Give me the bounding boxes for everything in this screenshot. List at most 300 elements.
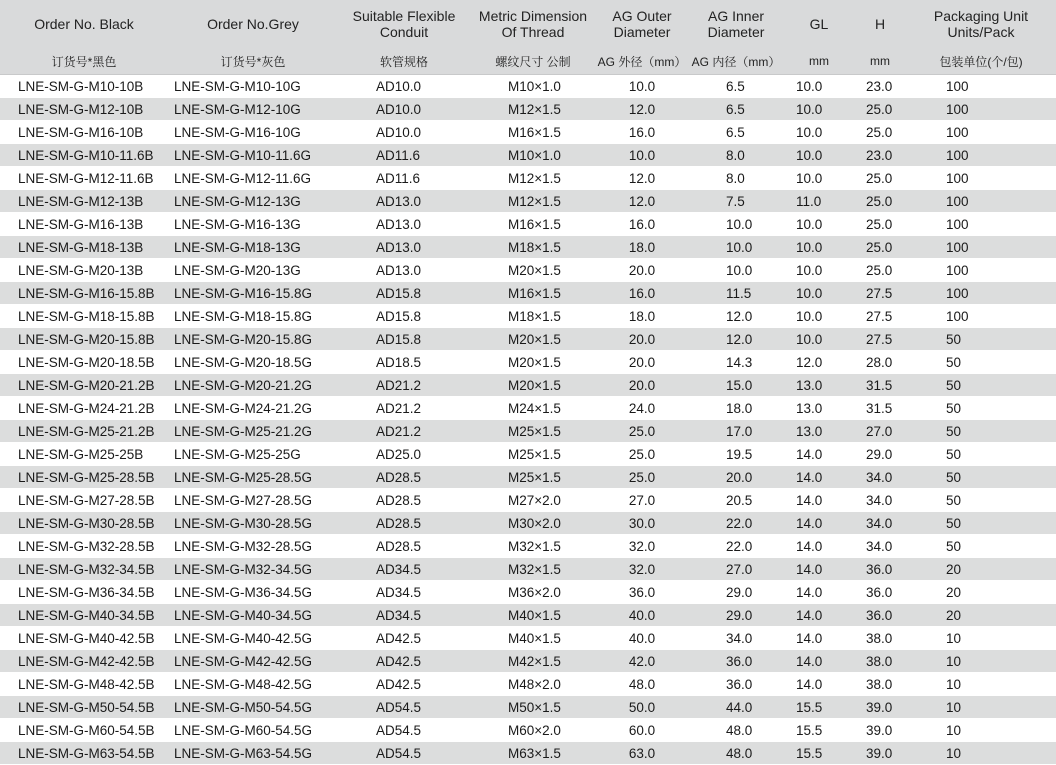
- header-cn-thread: 螺纹尺寸 公制: [470, 48, 596, 75]
- order-black-cell: LNE-SM-G-M36-34.5B: [0, 581, 168, 604]
- thread-cell: M40×1.5: [470, 604, 596, 627]
- outer-diameter-cell: 63.0: [596, 742, 688, 765]
- gl-cell: 14.0: [784, 673, 854, 696]
- h-cell: 34.0: [854, 535, 906, 558]
- table-row: [0, 512, 1056, 535]
- order-grey-cell: LNE-SM-G-M10-10G: [168, 75, 338, 98]
- table-row: [0, 443, 1056, 466]
- outer-diameter-cell: 16.0: [596, 213, 688, 236]
- packaging-cell: 100: [906, 282, 1056, 305]
- order-grey-cell: LNE-SM-G-M20-15.8G: [168, 328, 338, 351]
- conduit-cell: AD15.8: [338, 328, 470, 351]
- h-cell: 34.0: [854, 489, 906, 512]
- conduit-cell: AD54.5: [338, 719, 470, 742]
- table-row: [0, 282, 1056, 305]
- thread-cell: M10×1.0: [470, 75, 596, 98]
- thread-cell: M25×1.5: [470, 443, 596, 466]
- gl-cell: 10.0: [784, 121, 854, 144]
- h-cell: 36.0: [854, 604, 906, 627]
- table-row: [0, 719, 1056, 742]
- h-cell: 25.0: [854, 190, 906, 213]
- order-grey-cell: LNE-SM-G-M18-13G: [168, 236, 338, 259]
- thread-cell: M32×1.5: [470, 558, 596, 581]
- inner-diameter-cell: 48.0: [688, 742, 784, 765]
- h-cell: 39.0: [854, 696, 906, 719]
- header-cn-order-grey: 订货号*灰色: [168, 48, 338, 75]
- gl-cell: 10.0: [784, 144, 854, 167]
- gl-cell: 14.0: [784, 489, 854, 512]
- outer-diameter-cell: 32.0: [596, 558, 688, 581]
- h-cell: 25.0: [854, 121, 906, 144]
- order-black-cell: LNE-SM-G-M10-10B: [0, 75, 168, 98]
- thread-cell: M25×1.5: [470, 466, 596, 489]
- header-cn-outer-diameter: AG 外径（mm）: [596, 48, 688, 75]
- order-grey-cell: LNE-SM-G-M32-28.5G: [168, 535, 338, 558]
- gl-cell: 13.0: [784, 397, 854, 420]
- header-inner-diameter: AG Inner Diameter: [688, 0, 784, 48]
- h-cell: 28.0: [854, 351, 906, 374]
- packaging-cell: 20: [906, 558, 1056, 581]
- h-cell: 23.0: [854, 144, 906, 167]
- packaging-cell: 10: [906, 742, 1056, 765]
- gl-cell: 10.0: [784, 213, 854, 236]
- packaging-cell: 10: [906, 696, 1056, 719]
- outer-diameter-cell: 16.0: [596, 282, 688, 305]
- table-row: [0, 581, 1056, 604]
- table-row: [0, 489, 1056, 512]
- packaging-cell: 10: [906, 673, 1056, 696]
- conduit-cell: AD21.2: [338, 420, 470, 443]
- table-row: [0, 742, 1056, 765]
- table-row: [0, 259, 1056, 282]
- header-gl: GL: [784, 0, 854, 48]
- conduit-cell: AD10.0: [338, 75, 470, 98]
- h-cell: 31.5: [854, 374, 906, 397]
- order-black-cell: LNE-SM-G-M30-28.5B: [0, 512, 168, 535]
- order-black-cell: LNE-SM-G-M27-28.5B: [0, 489, 168, 512]
- gl-cell: 10.0: [784, 259, 854, 282]
- outer-diameter-cell: 18.0: [596, 236, 688, 259]
- packaging-cell: 100: [906, 167, 1056, 190]
- conduit-cell: AD21.2: [338, 397, 470, 420]
- order-black-cell: LNE-SM-G-M24-21.2B: [0, 397, 168, 420]
- order-black-cell: LNE-SM-G-M40-34.5B: [0, 604, 168, 627]
- order-black-cell: LNE-SM-G-M10-11.6B: [0, 144, 168, 167]
- outer-diameter-cell: 40.0: [596, 627, 688, 650]
- conduit-cell: AD10.0: [338, 121, 470, 144]
- outer-diameter-cell: 10.0: [596, 144, 688, 167]
- inner-diameter-cell: 8.0: [688, 167, 784, 190]
- order-black-cell: LNE-SM-G-M32-34.5B: [0, 558, 168, 581]
- outer-diameter-cell: 30.0: [596, 512, 688, 535]
- inner-diameter-cell: 36.0: [688, 673, 784, 696]
- gl-cell: 13.0: [784, 420, 854, 443]
- outer-diameter-cell: 20.0: [596, 259, 688, 282]
- packaging-cell: 10: [906, 650, 1056, 673]
- gl-cell: 14.0: [784, 627, 854, 650]
- table-row: [0, 650, 1056, 673]
- table-row: [0, 397, 1056, 420]
- header-row-chinese: [0, 48, 1056, 75]
- outer-diameter-cell: 42.0: [596, 650, 688, 673]
- gl-cell: 14.0: [784, 650, 854, 673]
- outer-diameter-cell: 40.0: [596, 604, 688, 627]
- conduit-cell: AD34.5: [338, 581, 470, 604]
- h-cell: 36.0: [854, 558, 906, 581]
- order-grey-cell: LNE-SM-G-M50-54.5G: [168, 696, 338, 719]
- inner-diameter-cell: 6.5: [688, 75, 784, 98]
- order-black-cell: LNE-SM-G-M16-15.8B: [0, 282, 168, 305]
- outer-diameter-cell: 12.0: [596, 190, 688, 213]
- packaging-cell: 50: [906, 420, 1056, 443]
- table-row: [0, 696, 1056, 719]
- outer-diameter-cell: 20.0: [596, 351, 688, 374]
- conduit-cell: AD21.2: [338, 374, 470, 397]
- inner-diameter-cell: 11.5: [688, 282, 784, 305]
- gl-cell: 10.0: [784, 75, 854, 98]
- gl-cell: 15.5: [784, 742, 854, 765]
- outer-diameter-cell: 60.0: [596, 719, 688, 742]
- inner-diameter-cell: 44.0: [688, 696, 784, 719]
- inner-diameter-cell: 7.5: [688, 190, 784, 213]
- outer-diameter-cell: 24.0: [596, 397, 688, 420]
- outer-diameter-cell: 18.0: [596, 305, 688, 328]
- order-black-cell: LNE-SM-G-M50-54.5B: [0, 696, 168, 719]
- packaging-cell: 100: [906, 190, 1056, 213]
- h-cell: 25.0: [854, 259, 906, 282]
- order-grey-cell: LNE-SM-G-M40-34.5G: [168, 604, 338, 627]
- conduit-cell: AD13.0: [338, 190, 470, 213]
- order-black-cell: LNE-SM-G-M12-11.6B: [0, 167, 168, 190]
- h-cell: 27.5: [854, 282, 906, 305]
- outer-diameter-cell: 20.0: [596, 328, 688, 351]
- thread-cell: M12×1.5: [470, 167, 596, 190]
- packaging-cell: 100: [906, 98, 1056, 121]
- thread-cell: M16×1.5: [470, 121, 596, 144]
- header-packaging: Packaging Unit Units/Pack: [906, 0, 1056, 48]
- table-row: [0, 351, 1056, 374]
- packaging-cell: 100: [906, 236, 1056, 259]
- packaging-cell: 100: [906, 305, 1056, 328]
- order-black-cell: LNE-SM-G-M40-42.5B: [0, 627, 168, 650]
- thread-cell: M32×1.5: [470, 535, 596, 558]
- table-row: [0, 305, 1056, 328]
- order-grey-cell: LNE-SM-G-M12-10G: [168, 98, 338, 121]
- conduit-cell: AD42.5: [338, 673, 470, 696]
- order-black-cell: LNE-SM-G-M20-21.2B: [0, 374, 168, 397]
- outer-diameter-cell: 20.0: [596, 374, 688, 397]
- packaging-cell: 10: [906, 719, 1056, 742]
- order-grey-cell: LNE-SM-G-M12-13G: [168, 190, 338, 213]
- inner-diameter-cell: 20.0: [688, 466, 784, 489]
- order-black-cell: LNE-SM-G-M60-54.5B: [0, 719, 168, 742]
- gl-cell: 13.0: [784, 374, 854, 397]
- conduit-cell: AD34.5: [338, 604, 470, 627]
- outer-diameter-cell: 16.0: [596, 121, 688, 144]
- conduit-cell: AD28.5: [338, 466, 470, 489]
- header-cn-gl-unit: mm: [784, 48, 854, 75]
- header-cn-h-unit: mm: [854, 48, 906, 75]
- gl-cell: 14.0: [784, 581, 854, 604]
- thread-cell: M20×1.5: [470, 328, 596, 351]
- packaging-cell: 50: [906, 535, 1056, 558]
- conduit-cell: AD18.5: [338, 351, 470, 374]
- order-grey-cell: LNE-SM-G-M18-15.8G: [168, 305, 338, 328]
- order-black-cell: LNE-SM-G-M25-25B: [0, 443, 168, 466]
- h-cell: 38.0: [854, 673, 906, 696]
- inner-diameter-cell: 10.0: [688, 236, 784, 259]
- thread-cell: M36×2.0: [470, 581, 596, 604]
- order-grey-cell: LNE-SM-G-M30-28.5G: [168, 512, 338, 535]
- table-row: [0, 466, 1056, 489]
- order-grey-cell: LNE-SM-G-M20-21.2G: [168, 374, 338, 397]
- thread-cell: M40×1.5: [470, 627, 596, 650]
- order-black-cell: LNE-SM-G-M63-54.5B: [0, 742, 168, 765]
- conduit-cell: AD11.6: [338, 167, 470, 190]
- outer-diameter-cell: 50.0: [596, 696, 688, 719]
- table-row: [0, 121, 1056, 144]
- order-grey-cell: LNE-SM-G-M16-15.8G: [168, 282, 338, 305]
- order-grey-cell: LNE-SM-G-M20-13G: [168, 259, 338, 282]
- order-grey-cell: LNE-SM-G-M20-18.5G: [168, 351, 338, 374]
- order-grey-cell: LNE-SM-G-M25-25G: [168, 443, 338, 466]
- packaging-cell: 10: [906, 627, 1056, 650]
- gl-cell: 10.0: [784, 236, 854, 259]
- thread-cell: M10×1.0: [470, 144, 596, 167]
- table-row: [0, 98, 1056, 121]
- h-cell: 25.0: [854, 98, 906, 121]
- order-grey-cell: LNE-SM-G-M48-42.5G: [168, 673, 338, 696]
- thread-cell: M63×1.5: [470, 742, 596, 765]
- order-black-cell: LNE-SM-G-M25-21.2B: [0, 420, 168, 443]
- table-row: [0, 190, 1056, 213]
- gl-cell: 14.0: [784, 443, 854, 466]
- header-cn-conduit: 软管规格: [338, 48, 470, 75]
- order-grey-cell: LNE-SM-G-M27-28.5G: [168, 489, 338, 512]
- header-cn-packaging: 包装单位(个/包): [906, 48, 1056, 75]
- outer-diameter-cell: 12.0: [596, 167, 688, 190]
- order-black-cell: LNE-SM-G-M20-15.8B: [0, 328, 168, 351]
- table-row: [0, 213, 1056, 236]
- thread-cell: M16×1.5: [470, 213, 596, 236]
- packaging-cell: 50: [906, 374, 1056, 397]
- inner-diameter-cell: 22.0: [688, 535, 784, 558]
- outer-diameter-cell: 32.0: [596, 535, 688, 558]
- order-black-cell: LNE-SM-G-M16-10B: [0, 121, 168, 144]
- packaging-cell: 50: [906, 328, 1056, 351]
- outer-diameter-cell: 36.0: [596, 581, 688, 604]
- conduit-cell: AD13.0: [338, 236, 470, 259]
- gl-cell: 14.0: [784, 512, 854, 535]
- inner-diameter-cell: 22.0: [688, 512, 784, 535]
- gl-cell: 12.0: [784, 351, 854, 374]
- table-row: [0, 374, 1056, 397]
- outer-diameter-cell: 48.0: [596, 673, 688, 696]
- h-cell: 27.5: [854, 305, 906, 328]
- thread-cell: M48×2.0: [470, 673, 596, 696]
- packaging-cell: 100: [906, 75, 1056, 98]
- thread-cell: M30×2.0: [470, 512, 596, 535]
- h-cell: 25.0: [854, 213, 906, 236]
- order-grey-cell: LNE-SM-G-M25-28.5G: [168, 466, 338, 489]
- h-cell: 39.0: [854, 719, 906, 742]
- packaging-cell: 20: [906, 604, 1056, 627]
- table-row: [0, 236, 1056, 259]
- packaging-cell: 50: [906, 443, 1056, 466]
- thread-cell: M20×1.5: [470, 374, 596, 397]
- inner-diameter-cell: 20.5: [688, 489, 784, 512]
- header-order-grey: Order No.Grey: [168, 0, 338, 48]
- inner-diameter-cell: 8.0: [688, 144, 784, 167]
- thread-cell: M50×1.5: [470, 696, 596, 719]
- order-black-cell: LNE-SM-G-M32-28.5B: [0, 535, 168, 558]
- h-cell: 27.0: [854, 420, 906, 443]
- inner-diameter-cell: 29.0: [688, 604, 784, 627]
- h-cell: 36.0: [854, 581, 906, 604]
- order-grey-cell: LNE-SM-G-M36-34.5G: [168, 581, 338, 604]
- packaging-cell: 100: [906, 213, 1056, 236]
- table-row: [0, 604, 1056, 627]
- inner-diameter-cell: 15.0: [688, 374, 784, 397]
- conduit-cell: AD54.5: [338, 696, 470, 719]
- conduit-cell: AD54.5: [338, 742, 470, 765]
- table-row: [0, 328, 1056, 351]
- order-black-cell: LNE-SM-G-M48-42.5B: [0, 673, 168, 696]
- header-outer-diameter: AG Outer Diameter: [596, 0, 688, 48]
- thread-cell: M42×1.5: [470, 650, 596, 673]
- thread-cell: M60×2.0: [470, 719, 596, 742]
- conduit-cell: AD10.0: [338, 98, 470, 121]
- h-cell: 27.5: [854, 328, 906, 351]
- inner-diameter-cell: 19.5: [688, 443, 784, 466]
- outer-diameter-cell: 27.0: [596, 489, 688, 512]
- gl-cell: 14.0: [784, 466, 854, 489]
- thread-cell: M16×1.5: [470, 282, 596, 305]
- h-cell: 38.0: [854, 650, 906, 673]
- gl-cell: 11.0: [784, 190, 854, 213]
- inner-diameter-cell: 34.0: [688, 627, 784, 650]
- h-cell: 29.0: [854, 443, 906, 466]
- conduit-cell: AD28.5: [338, 512, 470, 535]
- conduit-cell: AD34.5: [338, 558, 470, 581]
- order-black-cell: LNE-SM-G-M16-13B: [0, 213, 168, 236]
- conduit-cell: AD15.8: [338, 305, 470, 328]
- inner-diameter-cell: 12.0: [688, 305, 784, 328]
- inner-diameter-cell: 48.0: [688, 719, 784, 742]
- inner-diameter-cell: 6.5: [688, 98, 784, 121]
- table-row: [0, 144, 1056, 167]
- order-black-cell: LNE-SM-G-M18-15.8B: [0, 305, 168, 328]
- h-cell: 34.0: [854, 512, 906, 535]
- packaging-cell: 100: [906, 121, 1056, 144]
- order-grey-cell: LNE-SM-G-M42-42.5G: [168, 650, 338, 673]
- packaging-cell: 50: [906, 512, 1056, 535]
- thread-cell: M25×1.5: [470, 420, 596, 443]
- thread-cell: M20×1.5: [470, 259, 596, 282]
- conduit-cell: AD42.5: [338, 650, 470, 673]
- inner-diameter-cell: 36.0: [688, 650, 784, 673]
- h-cell: 31.5: [854, 397, 906, 420]
- inner-diameter-cell: 10.0: [688, 259, 784, 282]
- order-black-cell: LNE-SM-G-M42-42.5B: [0, 650, 168, 673]
- thread-cell: M18×1.5: [470, 236, 596, 259]
- table-body: [0, 75, 1056, 765]
- order-grey-cell: LNE-SM-G-M25-21.2G: [168, 420, 338, 443]
- order-grey-cell: LNE-SM-G-M16-13G: [168, 213, 338, 236]
- conduit-cell: AD15.8: [338, 282, 470, 305]
- order-black-cell: LNE-SM-G-M20-13B: [0, 259, 168, 282]
- header-row-english: [0, 0, 1056, 48]
- inner-diameter-cell: 27.0: [688, 558, 784, 581]
- header-cn-order-black: 订货号*黑色: [0, 48, 168, 75]
- header-cn-inner-diameter: AG 内径（mm）: [688, 48, 784, 75]
- conduit-cell: AD13.0: [338, 259, 470, 282]
- inner-diameter-cell: 12.0: [688, 328, 784, 351]
- header-conduit: Suitable Flexible Conduit: [338, 0, 470, 48]
- table-row: [0, 75, 1056, 98]
- inner-diameter-cell: 17.0: [688, 420, 784, 443]
- conduit-cell: AD25.0: [338, 443, 470, 466]
- gl-cell: 14.0: [784, 535, 854, 558]
- packaging-cell: 100: [906, 144, 1056, 167]
- thread-cell: M12×1.5: [470, 98, 596, 121]
- h-cell: 38.0: [854, 627, 906, 650]
- packaging-cell: 50: [906, 397, 1056, 420]
- inner-diameter-cell: 29.0: [688, 581, 784, 604]
- gl-cell: 15.5: [784, 696, 854, 719]
- conduit-cell: AD28.5: [338, 489, 470, 512]
- header-h: H: [854, 0, 906, 48]
- conduit-cell: AD42.5: [338, 627, 470, 650]
- order-grey-cell: LNE-SM-G-M10-11.6G: [168, 144, 338, 167]
- conduit-cell: AD13.0: [338, 213, 470, 236]
- header-order-black: Order No. Black: [0, 0, 168, 48]
- outer-diameter-cell: 10.0: [596, 75, 688, 98]
- order-grey-cell: LNE-SM-G-M12-11.6G: [168, 167, 338, 190]
- gl-cell: 14.0: [784, 604, 854, 627]
- packaging-cell: 50: [906, 466, 1056, 489]
- outer-diameter-cell: 25.0: [596, 466, 688, 489]
- h-cell: 25.0: [854, 236, 906, 259]
- conduit-cell: AD11.6: [338, 144, 470, 167]
- thread-cell: M18×1.5: [470, 305, 596, 328]
- packaging-cell: 20: [906, 581, 1056, 604]
- inner-diameter-cell: 14.3: [688, 351, 784, 374]
- order-black-cell: LNE-SM-G-M12-10B: [0, 98, 168, 121]
- order-grey-cell: LNE-SM-G-M60-54.5G: [168, 719, 338, 742]
- thread-cell: M27×2.0: [470, 489, 596, 512]
- table-row: [0, 420, 1056, 443]
- order-grey-cell: LNE-SM-G-M63-54.5G: [168, 742, 338, 765]
- order-black-cell: LNE-SM-G-M12-13B: [0, 190, 168, 213]
- table-row: [0, 167, 1056, 190]
- gl-cell: 10.0: [784, 282, 854, 305]
- order-black-cell: LNE-SM-G-M25-28.5B: [0, 466, 168, 489]
- outer-diameter-cell: 12.0: [596, 98, 688, 121]
- header-thread: Metric Dimension Of Thread: [470, 0, 596, 48]
- order-grey-cell: LNE-SM-G-M40-42.5G: [168, 627, 338, 650]
- gl-cell: 10.0: [784, 328, 854, 351]
- inner-diameter-cell: 18.0: [688, 397, 784, 420]
- h-cell: 23.0: [854, 75, 906, 98]
- gl-cell: 15.5: [784, 719, 854, 742]
- outer-diameter-cell: 25.0: [596, 420, 688, 443]
- h-cell: 34.0: [854, 466, 906, 489]
- order-grey-cell: LNE-SM-G-M32-34.5G: [168, 558, 338, 581]
- h-cell: 39.0: [854, 742, 906, 765]
- table-row: [0, 558, 1056, 581]
- gl-cell: 10.0: [784, 305, 854, 328]
